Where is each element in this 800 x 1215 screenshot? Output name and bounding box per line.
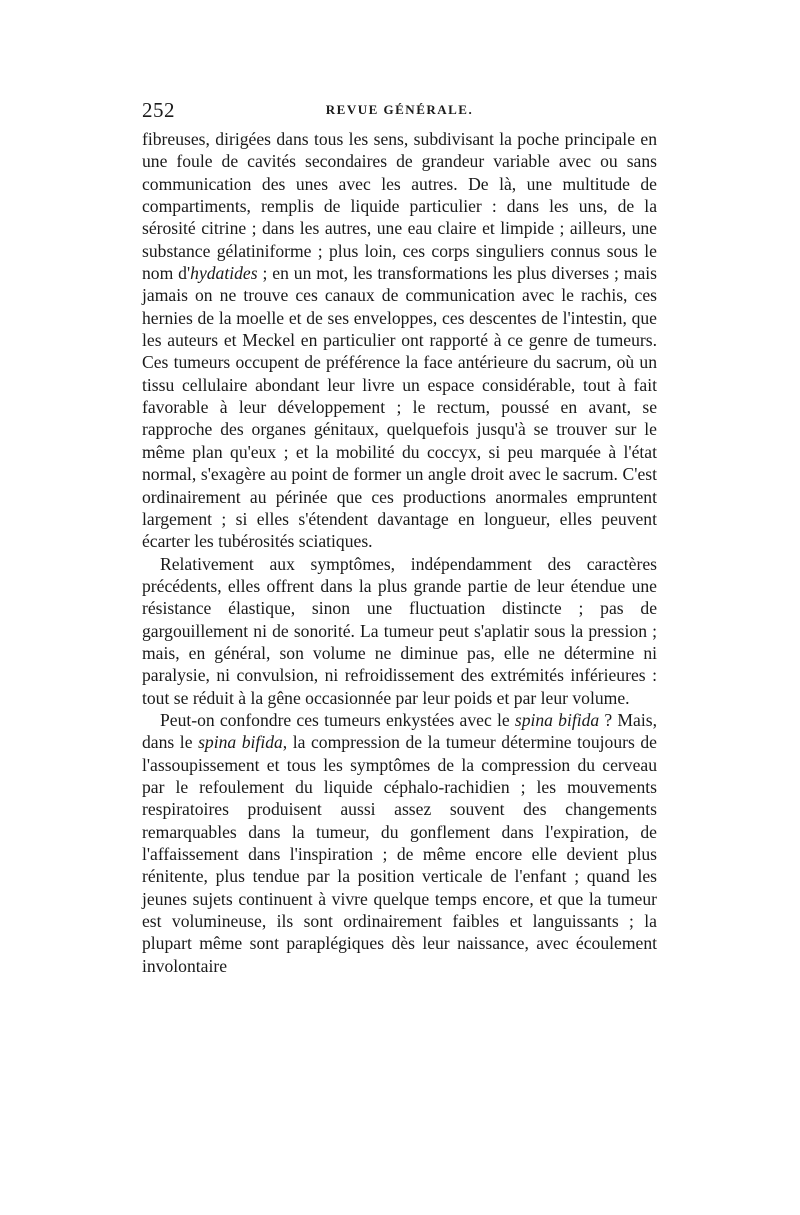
italic-term-hydatides: hydatides <box>190 263 258 284</box>
body-text <box>142 128 657 977</box>
text-run: fibreuses, dirigées dans tous les sens, subdivisant la poche principale en une foule de cavités secondaires de grandeur variable avec ou sans communication des unes avec les autres. De là, une multitude de compartiments, remplis de liquide particulier : dans les uns, de la sérosité citrine ; dans les autres, une eau claire et limpide ; ailleurs, une substance gélatiniforme ; plus loin, ces corps singuliers connus sous le nom d' <box>142 129 657 284</box>
paragraph-symptoms: Relativement aux symptômes, indépendamment des caractères précédents, elles offrent dans la plus grande partie de leur étendue une résistance élastique, sinon une fluctuation distincte ; pas de gargouillement ni de sonorité. La tumeur peut s'aplatir sous la pression ; mais, en général, son volume ne diminue pas, elle ne détermine ni paralysie, ni convulsion, ni refroidissement des extrémités inférieures : tout se réduit à la gêne occasionnée par leur poids et par leur volume. <box>142 553 657 708</box>
paragraph-continued <box>142 128 657 553</box>
italic-term-spina-bifida: spina bifida <box>198 732 283 753</box>
text-run: ; en un mot, les transformations les plus diverses ; mais jamais on ne trouve ces canaux de communication avec le rachis, ces hernies de la moelle et de ses enveloppes, ces descentes de l'intestin, que les auteurs et Meckel en particulier ont rapporté à ce genre de tumeurs. Ces tumeurs occupent de préférence la face antérieure du sacrum, où un tissu cellulaire abondant leur livre un espace considérable, tout à fait favorable à leur développement ; le rectum, poussé en avant, se rapproche des organes génitaux, quelquefois jusqu'à se trouver sur le même plan qu'eux ; et la mobilité du coccyx, si peu marquée à l'état normal, s'exagère au point de former un angle droit avec le sacrum. C'est ordinairement au périnée que ces productions anormales empruntent largement ; si elles s'étendent davantage en longueur, elles peuvent écarter les tubérosités sciatiques. <box>142 263 657 552</box>
text-run: ? Mais, dans le <box>142 709 657 753</box>
running-head <box>142 98 657 128</box>
paragraph-spina-bifida <box>142 709 657 977</box>
page-number: 252 <box>142 98 175 122</box>
text-run: Peut-on confondre ces tumeurs enkystées avec le <box>160 709 515 730</box>
running-title: REVUE GÉNÉRALE. <box>325 102 474 117</box>
book-page <box>142 98 657 977</box>
italic-term-spina-bifida: spina bifida <box>514 709 600 730</box>
text-run: , la compression de la tumeur détermine toujours de l'assoupissement et tous les symptômes de la compression du cerveau par le refoulement du liquide céphalo-rachidien ; les mouvements respiratoires produisent aussi assez souvent des changements remarquables dans la tumeur, du gonflement dans l'expiration, de l'affaissement dans l'inspiration ; de même encore elle devient plus rénitente, plus tendue par la position verticale de l'enfant ; quand les jeunes sujets continuent à vivre quelque temps encore, et que la tumeur est volumineuse, ils sont ordinairement faibles et languissants ; la plupart même sont paraplégiques dès leur naissance, avec écoulement involontaire <box>142 732 657 976</box>
